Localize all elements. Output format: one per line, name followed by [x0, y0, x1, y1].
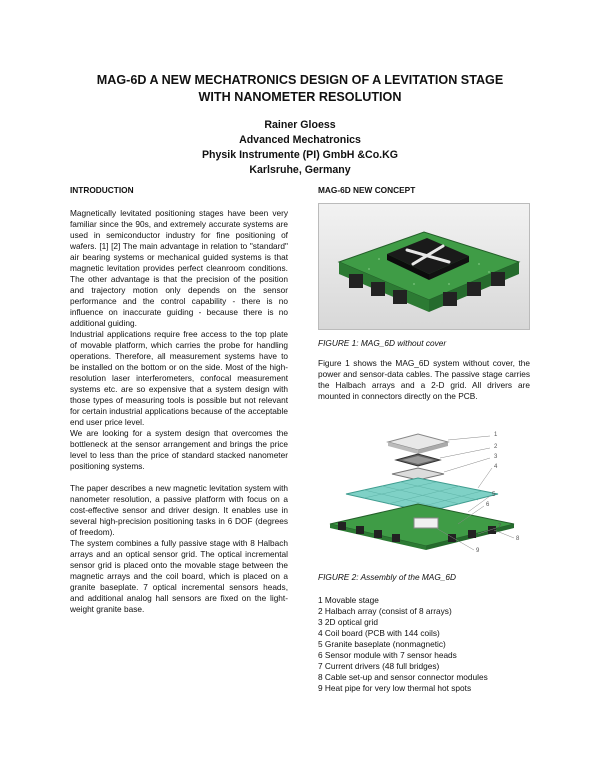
- callout-4: 4: [494, 464, 498, 470]
- figure-2-legend: [318, 595, 488, 694]
- figure-2-drawing: [318, 428, 530, 558]
- figure-1-drawing: [319, 204, 529, 329]
- location: Karlsruhe, Germany: [249, 164, 351, 176]
- intro-paragraph: The paper describes a new magnetic levitation system with nanometer resolution, a passive platform with focus on a cost-effective sensor and driver design. It enables use in several high-precision positioning tasks in 6 DOF (degrees of freedom).: [70, 483, 288, 537]
- callout-2: 2: [494, 444, 498, 450]
- callout-9: 9: [476, 548, 480, 554]
- title-line-1: MAG-6D A NEW MECHATRONICS DESIGN OF A LEVITATION STAGE: [96, 73, 504, 87]
- figure-2-image: [318, 428, 530, 558]
- paper-title: [40, 72, 560, 106]
- author-name: Rainer Gloess: [264, 119, 336, 131]
- figure-1-description: Figure 1 shows the MAG_6D system without cover, the power and sensor-data cables. The passive stage carries the Halbach arrays and a 2-D grid. All drivers are mounted in connectors directly on the PCB.: [318, 358, 530, 401]
- legend-item: 6 Sensor module with 7 sensor heads: [318, 650, 457, 660]
- legend-item: 5 Granite baseplate (nonmagnetic): [318, 639, 446, 649]
- concept-heading: MAG-6D NEW CONCEPT: [318, 185, 416, 195]
- legend-item: 7 Current drivers (48 full bridges): [318, 661, 440, 671]
- figure-1-image: [318, 203, 530, 330]
- intro-paragraph: We are looking for a system design that overcomes the bottleneck at the sensor arrangement and brings the price level to less than the price of standard stacked nanometer positioning systems.: [70, 428, 288, 471]
- intro-body: [70, 208, 288, 615]
- intro-paragraph: Industrial applications require free access to the top plate of movable platform, which carries the probe for handling operations. Therefore, all measurement systems have to be installed on the bottom or on the side. Most of the high-resolution laser interferometers, confocal measurement systems etc. are so expensive that a system design with those types of measuring tools is possible but not relevant for certain industrial applications because of the acceptable end user price level.: [70, 329, 288, 427]
- legend-item: 8 Cable set-up and sensor connector modules: [318, 672, 488, 682]
- affiliation-1: Advanced Mechatronics: [239, 134, 361, 146]
- title-line-2: WITH NANOMETER RESOLUTION: [198, 90, 402, 104]
- intro-heading: INTRODUCTION: [70, 185, 134, 195]
- legend-item: 4 Coil board (PCB with 144 coils): [318, 628, 440, 638]
- legend-item: 9 Heat pipe for very low thermal hot spots: [318, 683, 472, 693]
- callout-3: 3: [494, 454, 498, 460]
- figure-2-caption: FIGURE 2: Assembly of the MAG_6D: [318, 572, 457, 582]
- figure-1-caption: FIGURE 1: MAG_6D without cover: [318, 338, 447, 348]
- callout-1: 1: [494, 432, 498, 438]
- intro-paragraph: Magnetically levitated positioning stages have been very familiar since the 90s, and extremely accurate systems are used in semiconductor industry for fine positioning of wafers. [1] [2] The main advantage in relation to "standard" air bearing systems or mechanical guided systems is that magnetic levitation provides perfect cleanroom conditions. The other advantage is that the precision of the position and trajectory motion only depends on the sensor performance and the control capability - there is no influence on inaccurate guiding - because there is no additional guiding.: [70, 208, 288, 328]
- legend-item: 3 2D optical grid: [318, 617, 378, 627]
- callout-6: 6: [486, 502, 490, 508]
- callout-5: 5: [492, 492, 496, 498]
- legend-item: 2 Halbach array (consist of 8 arrays): [318, 606, 452, 616]
- author-block: [60, 118, 540, 178]
- callout-7: 7: [498, 524, 502, 530]
- callout-8: 8: [516, 536, 520, 542]
- affiliation-2: Physik Instrumente (PI) GmbH &Co.KG: [201, 149, 398, 161]
- legend-item: 1 Movable stage: [318, 595, 379, 605]
- intro-paragraph: The system combines a fully passive stage with 8 Halbach arrays and an optical sensor grid. The optical incremental sensor grid is placed onto the movable stage between the magnetic arrays and the coil board, which is placed on a granite baseplate. 7 optical incremental sensors heads, and additional analog hall sensors are fixed on the light-weight granite base.: [70, 538, 288, 614]
